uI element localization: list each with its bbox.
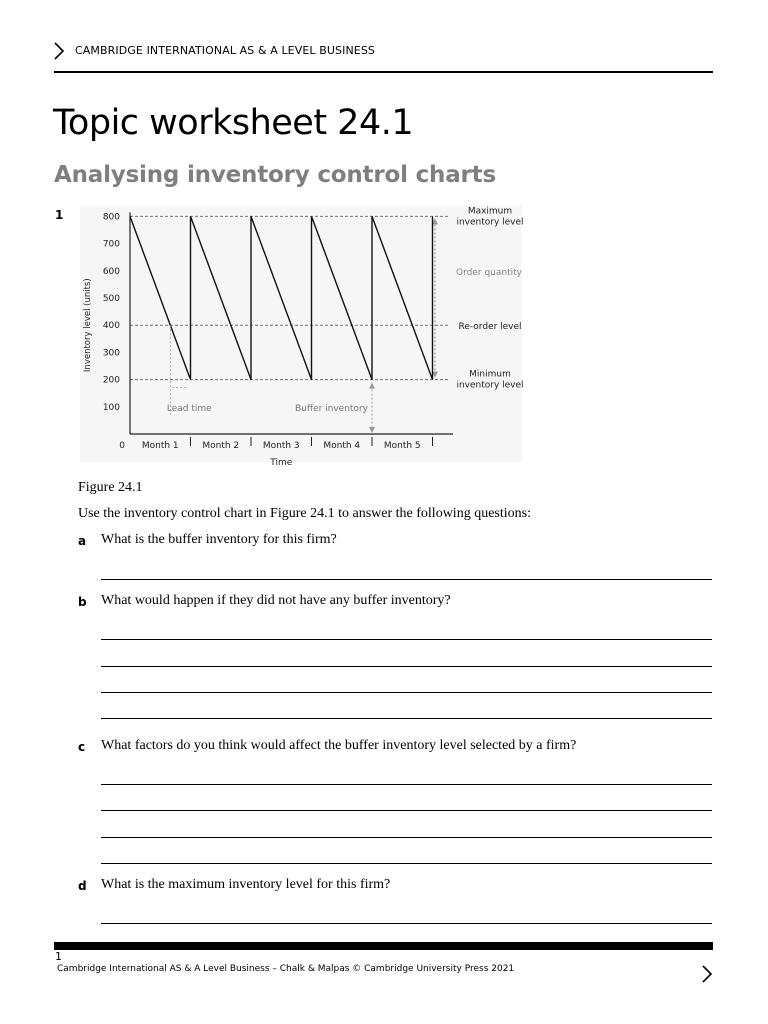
answer-line[interactable] xyxy=(101,666,712,667)
answer-line[interactable] xyxy=(101,718,712,719)
y-tick-label: 600 xyxy=(102,266,120,277)
y-tick-label: 100 xyxy=(102,402,120,413)
part-question-b: What would happen if they did not have any buffer inventory? xyxy=(101,593,451,608)
inventory-control-chart xyxy=(78,204,528,472)
chart-background xyxy=(80,206,522,462)
y-tick-label: 500 xyxy=(102,294,120,304)
reference-line-label: Re-order level xyxy=(458,322,522,333)
reference-line-label: inventory level xyxy=(456,217,524,228)
x-tick-label: Month 3 xyxy=(262,441,300,451)
answer-line[interactable] xyxy=(101,837,712,838)
y-tick-label: 400 xyxy=(102,321,120,332)
y-tick-label: 800 xyxy=(102,212,120,223)
question-number: 1 xyxy=(55,208,64,222)
y-tick-label: 300 xyxy=(102,348,120,359)
answer-line[interactable] xyxy=(101,863,712,864)
answer-line[interactable] xyxy=(101,579,712,580)
part-letter-c: c xyxy=(78,740,86,754)
footer-bar xyxy=(54,942,713,950)
y-tick-label: 200 xyxy=(102,375,120,386)
figure-caption: Figure 24.1 xyxy=(78,480,143,495)
x-tick-label: Month 1 xyxy=(141,441,179,451)
y-tick-label: 0 xyxy=(119,441,125,451)
lead-time-label: Lead time xyxy=(166,403,212,414)
x-tick-label: Month 2 xyxy=(202,441,240,451)
x-axis-title: Time xyxy=(270,458,293,468)
part-letter-b: b xyxy=(78,595,87,609)
order-quantity-label: Order quantity xyxy=(456,267,522,278)
page-subtitle: Analysing inventory control charts xyxy=(54,162,496,188)
page-number: 1 xyxy=(55,950,62,963)
footer-copyright: Cambridge International AS & A Level Business – Chalk & Malpas © Cambridge University Press 2021 xyxy=(57,964,515,974)
chevron-right-icon xyxy=(52,41,66,61)
part-letter-a: a xyxy=(78,534,87,548)
y-axis-title: Inventory level (units) xyxy=(83,278,93,373)
part-letter-d: d xyxy=(78,879,87,893)
part-question-c: What factors do you think would affect the buffer inventory level selected by a firm? xyxy=(101,738,577,753)
reference-line-label: Minimum xyxy=(469,369,511,380)
buffer-inventory-label: Buffer inventory xyxy=(294,403,368,414)
page-title: Topic worksheet 24.1 xyxy=(53,103,414,143)
reference-line-label: inventory level xyxy=(456,380,524,391)
part-question-a: What is the buffer inventory for this firm? xyxy=(101,532,337,547)
reference-line-label: Maximum xyxy=(467,206,513,217)
answer-line[interactable] xyxy=(101,692,712,693)
answer-line[interactable] xyxy=(101,810,712,811)
y-tick-label: 700 xyxy=(102,239,120,250)
answer-line[interactable] xyxy=(101,639,712,640)
question-instructions: Use the inventory control chart in Figure 24.1 to answer the following questions: xyxy=(78,506,531,521)
x-tick-label: Month 5 xyxy=(383,441,421,451)
chevron-right-icon xyxy=(700,964,714,984)
header-rule xyxy=(54,71,713,73)
part-question-d: What is the maximum inventory level for this firm? xyxy=(101,877,391,892)
answer-line[interactable] xyxy=(101,923,712,924)
running-header: CAMBRIDGE INTERNATIONAL AS & A LEVEL BUSINESS xyxy=(75,44,376,57)
x-tick-label: Month 4 xyxy=(323,441,361,451)
answer-line[interactable] xyxy=(101,784,712,785)
